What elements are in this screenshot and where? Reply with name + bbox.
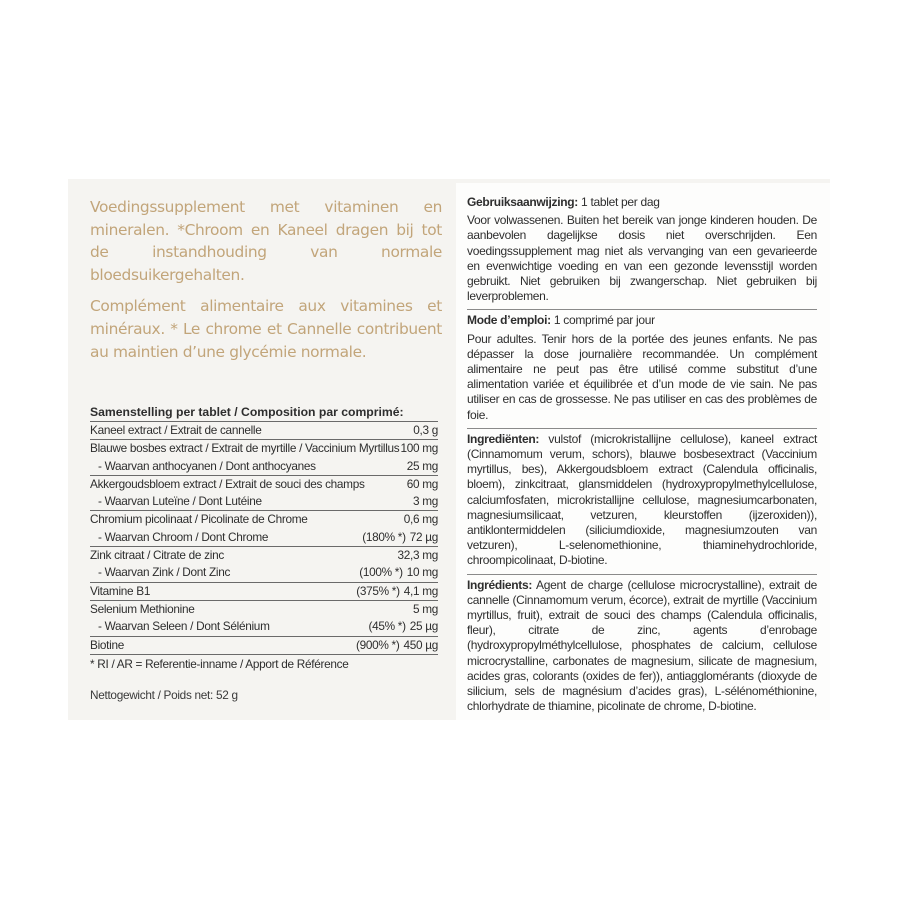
row-label: Vitamine B1 (90, 583, 151, 598)
composition-row (90, 493, 438, 511)
row-ri-percent: (100% *) (359, 565, 403, 580)
row-value: 100 mg (400, 441, 438, 456)
row-value: 72 µg (409, 529, 438, 544)
ingredients-nl (467, 428, 817, 569)
ingredients-fr-heading: Ingrédients: (467, 577, 533, 592)
row-label: - Waarvan Zink / Dont Zinc (98, 565, 231, 580)
row-label: Chromium picolinaat / Picolinate de Chrome (90, 512, 308, 527)
row-value: 3 mg (412, 494, 438, 509)
reference-intake-note: * RI / AR = Referentie-inname / Apport de Référence (90, 656, 349, 671)
ingredients-fr-text: Agent de charge (cellulose microcrystalline), extrait de cannelle (Cinnamomum verum, écorce), extrait de myrtille (Vaccinium myrtillus, fruit), extrait de souci des champs (Calendula officinalis, fleur), citrate de zinc, agents d’enrobage (hydroxypropylméthylcellulose, phosphates de calcium, cellulose microcrystalline, carbonates de magnesium, silicate de magnesium, acides gras, colorants (oxides de fer)), antiagglomérants (dioxyde de silicium, sels de magnésium d’acides gras), L-sélénométhionine, chlorhydrate de thiamine, picolinate de chrome, D-biotine. (467, 577, 817, 714)
row-ri-percent: (45% *) (368, 619, 406, 634)
usage-fr-text: Pour adultes. Tenir hors de la portée des jeunes enfants. Ne pas dépasser la dose journalière recommandée. Un complément alimentaire ne peut pas être utilisé comme substitut d’une alimentation variée et équilibrée et d’un mode de vie sain. Ne pas utiliser en cas de grossesse. Ne pas utiliser en cas des problèmes de foie. (467, 331, 817, 422)
row-label: - Waarvan Chroom / Dont Chrome (98, 529, 269, 544)
row-label: Zink citraat / Citrate de zinc (90, 548, 224, 563)
intro-text-nl: Voedingssupplement met vitaminen en mineralen. *Chroom en Kaneel dragen bij tot de instandhouding van normale bloedsuikergehalten. (90, 198, 442, 284)
row-value: 10 mg (406, 565, 438, 580)
row-value: 4,1 mg (403, 583, 438, 598)
ingredients-fr (467, 574, 817, 715)
row-ri-percent: (375% *) (356, 583, 400, 598)
row-value: 25 mg (406, 458, 438, 473)
row-ri-percent: (180% *) (362, 529, 406, 544)
row-label: Kaneel extract / Extrait de cannelle (90, 423, 262, 437)
usage-fr-heading: Mode d’emploi: (467, 313, 551, 328)
composition-row (90, 601, 438, 618)
composition-title: Samenstelling per tablet / Composition par comprimé: (90, 405, 438, 422)
composition-row (90, 511, 438, 528)
row-value: 450 µg (403, 637, 438, 652)
row-ri-percent: (900% *) (355, 637, 400, 652)
row-label: Akkergoudsbloem extract / Extrait de souci des champs (90, 476, 365, 491)
composition-row (90, 458, 438, 476)
composition-row (90, 618, 438, 636)
instructions-column (467, 195, 817, 720)
usage-fr-dose: 1 comprimé par jour (550, 313, 655, 328)
composition-row (90, 547, 438, 564)
composition-row (90, 583, 438, 601)
usage-nl-dose: 1 tablet per dag (578, 195, 660, 209)
composition-table (90, 405, 438, 673)
row-value: 0,6 mg (403, 512, 438, 527)
intro-section (90, 196, 442, 363)
row-value: 5 mg (412, 601, 438, 616)
usage-nl-header (467, 195, 817, 210)
row-label: - Waarvan anthocyanen / Dont anthocyanes (98, 458, 316, 473)
composition-row (90, 637, 438, 655)
composition-row (90, 564, 438, 582)
row-label: Blauwe bosbes extract / Extrait de myrtille / Vaccinium Myrtillus (90, 441, 400, 456)
intro-text-fr: Complément alimentaire aux vitamines et minéraux. * Le chrome et Cannelle contribuent au maintien d’une glycémie normale. (90, 297, 442, 361)
composition-row (90, 529, 438, 547)
row-label: - Waarvan Luteïne / Dont Lutéine (98, 494, 262, 509)
composition-row (90, 476, 438, 493)
row-value: 25 µg (409, 619, 438, 634)
row-value: 0,3 g (413, 423, 438, 437)
composition-row (90, 422, 438, 440)
ingredients-nl-text: vulstof (microkristallijne cellulose), kaneel extract (Cinnamomum verum, schors), blauwe bosbesextract (Vaccinium myrtillus, bes), Akkergoudsbloem extract (Calendula officinalis, bloem), zinkcitraat, glansmiddelen (hydroxypropylmethylcellulose, calciumfosfaten, microkristallijne cellulose, magnesiumcarbonaten, magnesiumsilicaat, vetzuren, kleurstoffen (ijzeroxiden)), antiklontermiddelen (siliciumdioxide, magnesiumzouten van vetzuren), L-selenomethionine, thiaminehydrochloride, chroompicolinaat, D-biotine. (467, 431, 817, 568)
net-weight: Nettogewicht / Poids net: 52 g (90, 688, 238, 702)
row-value: 32,3 mg (397, 548, 438, 563)
composition-row (90, 440, 438, 457)
row-label: Biotine (90, 637, 124, 652)
ingredients-nl-heading: Ingrediënten: (467, 431, 540, 446)
usage-nl-heading: Gebruiksaanwijzing: (467, 195, 578, 209)
usage-nl-text: Voor volwassenen. Buiten het bereik van jonge kinderen houden. De aanbevolen dagelijkse dosis niet overschrijden. Een voedingssupplement mag niet als vervanging van een gevarieerde en evenwichtige voeding en van een gezonde levensstijl worden gebruikt. Niet gebruiken bij zwangerschap. Niet gebruiken bij leverproblemen. (467, 213, 817, 304)
row-label: - Waarvan Seleen / Dont Sélénium (98, 619, 270, 634)
row-label: Selenium Methionine (90, 601, 195, 616)
row-value: 60 mg (406, 476, 438, 491)
usage-fr-header (467, 309, 817, 328)
